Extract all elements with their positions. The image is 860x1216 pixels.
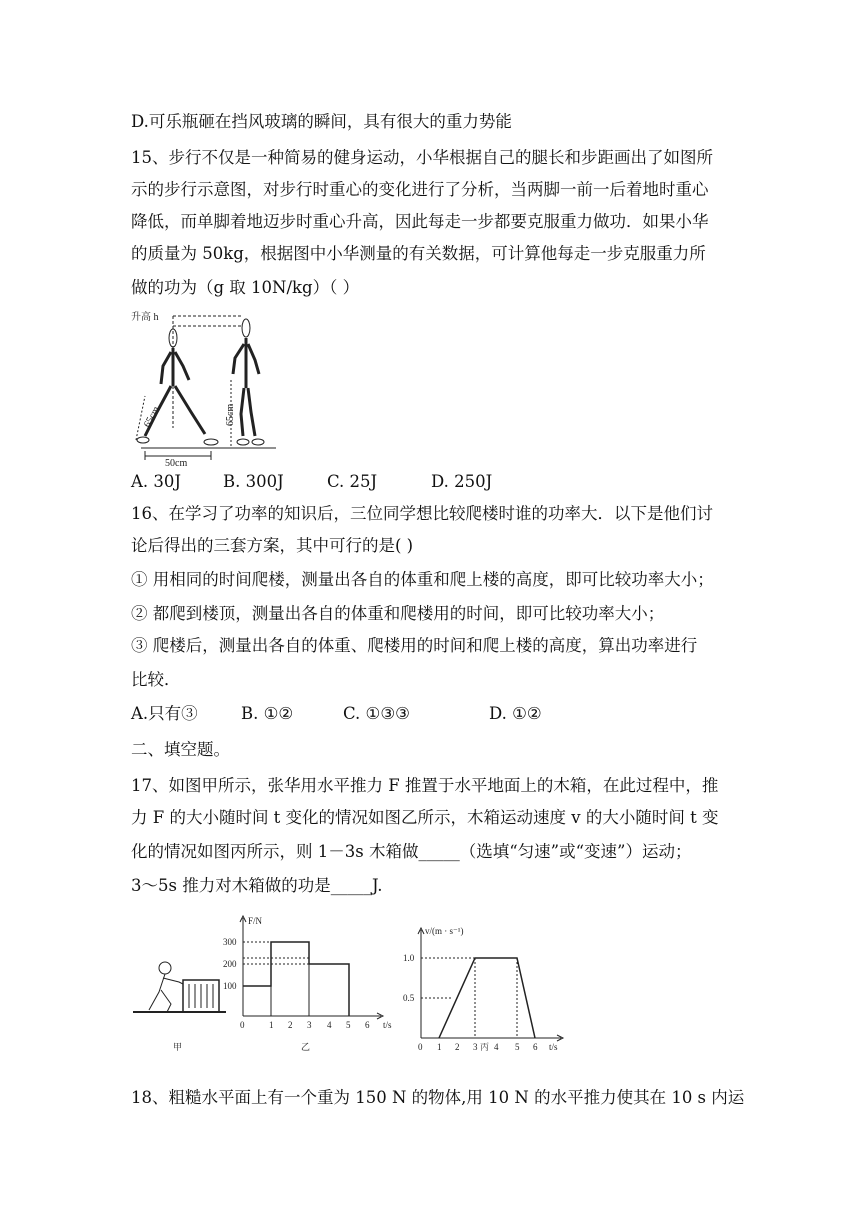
q15-option-a: A. 30J [131, 472, 182, 491]
q17-line-2: 力 F 的大小随时间 t 变化的情况如图乙所示，木箱运动速度 v 的大小随时间 t 变 [131, 808, 719, 827]
label-yi: 乙 [301, 1042, 311, 1052]
v-t-axis-label: t/s [549, 1042, 558, 1052]
v-tick-1: 1.0 [403, 953, 415, 963]
f-t-tick-4: 4 [327, 1020, 332, 1030]
q15-line-1: 15、步行不仅是一种简易的健身运动，小华根据自己的腿长和步距画出了如图所 [131, 148, 713, 167]
q16-line-4: ② 都爬到楼顶，测量出各自的体重和爬楼用的时间，即可比较功率大小； [131, 604, 665, 623]
q17-figure [131, 912, 571, 1052]
v-t-tick-4: 4 [494, 1042, 499, 1052]
label-bing-visible: 丙 [480, 1043, 490, 1053]
section-fill-in-blank: 二、填空题。 [131, 740, 230, 759]
v-t-tick-0: 0 [418, 1042, 423, 1052]
q16-line-2: 论后得出的三套方案，其中可行的是( ) [131, 536, 414, 555]
step-length-label: 50cm [165, 458, 188, 468]
f-t-tick-0: 0 [240, 1020, 245, 1030]
q15-option-c: C. 25J [327, 472, 378, 491]
q16-option-b: B. ①② [241, 704, 294, 723]
f-t-tick-1: 1 [269, 1020, 274, 1030]
q17-line-4: 3～5s 推力对木箱做的功是_____J. [131, 876, 383, 895]
f-t-tick-3: 3 [307, 1020, 312, 1030]
f-tick-200: 200 [223, 959, 237, 969]
q17-line-1: 17、如图甲所示，张华用水平推力 F 推置于水平地面上的木箱，在此过程中，推 [131, 776, 719, 795]
raise-h-label: 升高 h [131, 312, 159, 323]
q15-line-2: 示的步行示意图，对步行时重心的变化进行了分析，当两脚一前一后着地时重心 [131, 180, 709, 199]
q18-line-1: 18、粗糙水平面上有一个重为 150 N 的物体,用 10 N 的水平推力使其在 10 s 内运 [131, 1088, 745, 1107]
f-tick-300: 300 [223, 937, 237, 947]
walking-figure [131, 308, 281, 468]
v-axis-label: v/(m · s⁻¹) [425, 926, 464, 936]
v-t-tick-3: 3 [473, 1042, 478, 1052]
q15-line-3: 降低，而单脚着地迈步时重心升高，因此每走一步都要克服重力做功．如果小华 [131, 212, 709, 231]
q16-option-c: C. ①③③ [343, 704, 410, 723]
leg-length-label-2: 65cm [225, 403, 236, 426]
q15-line-4: 的质量为 50kg，根据图中小华测量的有关数据，可计算他每走一步克服重力所 [131, 244, 706, 263]
q15-line-5: 做的功为（g 取 10N/kg）（ ） [131, 278, 360, 297]
f-t-tick-6: 6 [365, 1020, 370, 1030]
q16-line-5: ③ 爬楼后，测量出各自的体重、爬楼用的时间和爬上楼的高度，算出功率进行 [131, 636, 698, 655]
q15-option-d: D. 250J [431, 472, 493, 491]
v-t-tick-1: 1 [437, 1042, 442, 1052]
label-jia: 甲 [173, 1042, 183, 1052]
q16-option-d: D. ①② [489, 704, 542, 723]
f-t-tick-5: 5 [346, 1020, 351, 1030]
v-tick-05: 0.5 [403, 993, 415, 1003]
leg-length-label-1: 65cm [141, 404, 163, 430]
q16-line-1: 16、在学习了功率的知识后，三位同学想比较爬楼时谁的功率大．以下是他们讨 [131, 504, 713, 523]
q16-options [131, 704, 542, 724]
q17-line-3: 化的情况如图丙所示，则 1－3s 木箱做_____（选填“匀速”或“变速”）运动； [131, 842, 692, 861]
v-t-tick-6: 6 [533, 1042, 538, 1052]
q15-option-b: B. 300J [223, 472, 284, 491]
v-t-tick-2: 2 [455, 1042, 460, 1052]
option-d-line: D.可乐瓶砸在挡风玻璃的瞬间，具有很大的重力势能 [131, 112, 512, 131]
q16-line-6: 比较． [131, 670, 181, 689]
q16-line-3: ① 用相同的时间爬楼，测量出各自的体重和爬上楼的高度，即可比较功率大小； [131, 570, 714, 589]
q15-options [131, 472, 492, 492]
f-t-tick-2: 2 [288, 1020, 293, 1030]
v-t-tick-5: 5 [515, 1042, 520, 1052]
f-axis-label: F/N [248, 916, 263, 926]
f-tick-100: 100 [223, 981, 237, 991]
q16-option-a: A.只有③ [131, 704, 198, 723]
f-t-axis-label: t/s [383, 1020, 392, 1030]
